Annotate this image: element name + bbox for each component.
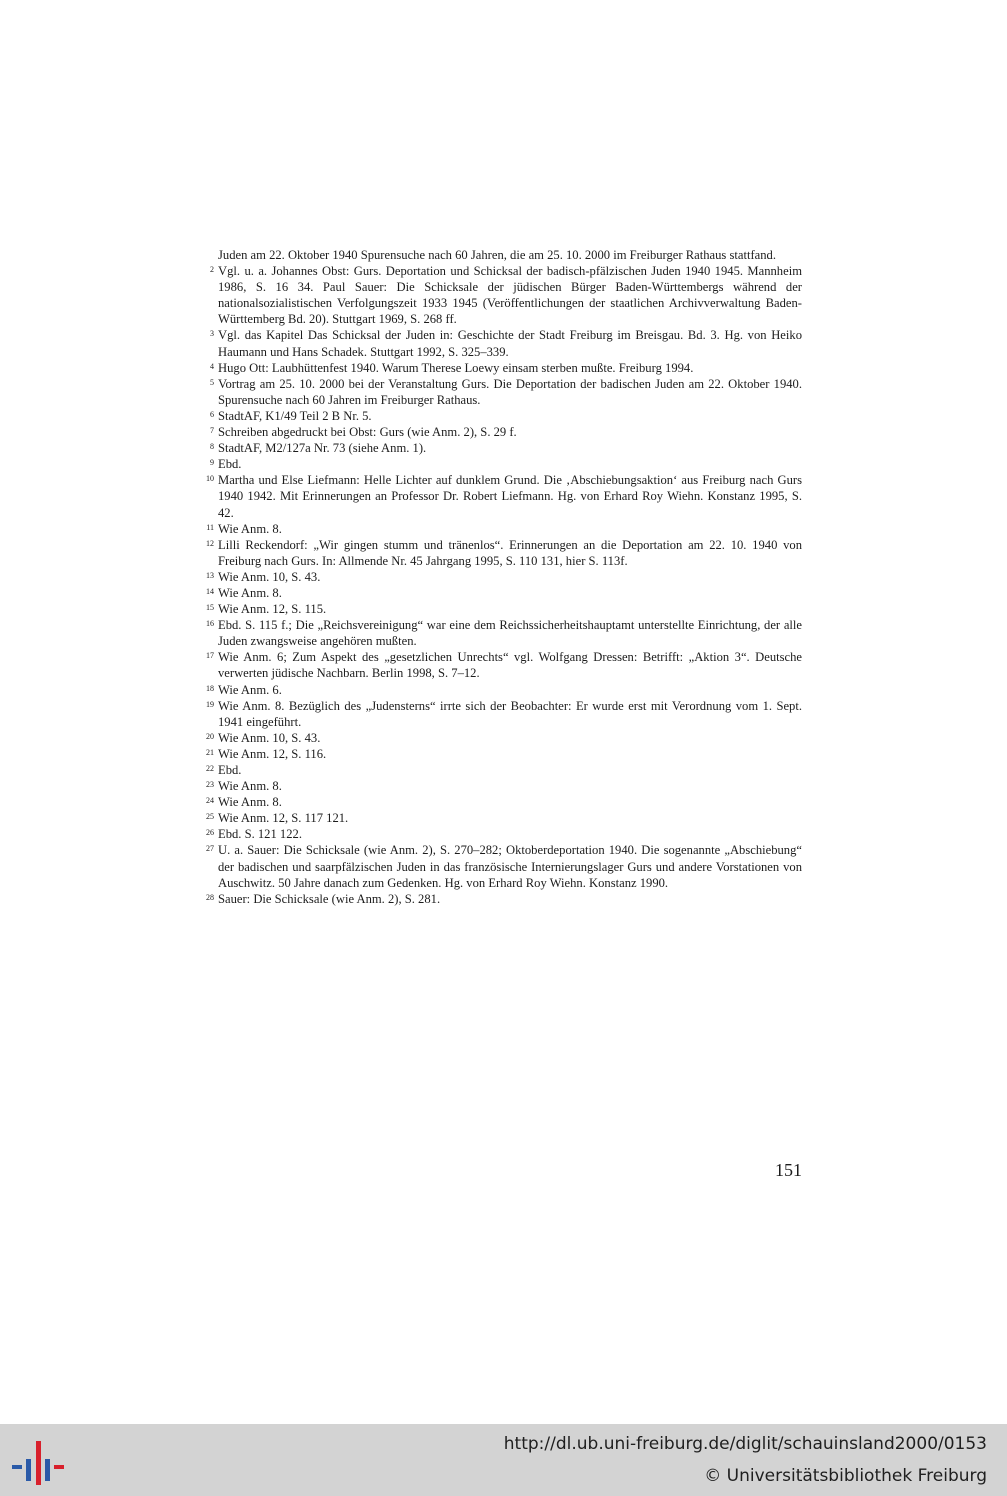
footnote-number: 24 — [206, 796, 214, 806]
footnote — [200, 778, 802, 794]
footnote-text: Wie Anm. 12, S. 115. — [218, 602, 327, 617]
footnote-text: U. a. Sauer: Die Schicksale (wie Anm. 2), S. 270–282; Oktoberdeportation 1940. Die sogenannte „Abschiebung“ der badischen und saarpfälzischen Juden in das französische Internierungslager Gurs und andere Vorstationen von Auschwitz. 50 Jahre danach zum Gedenken. Hg. von Erhard Roy Wiehn. Konstanz 1990. — [218, 843, 802, 890]
footnote — [200, 424, 802, 440]
footnote — [200, 826, 802, 842]
footnote-text: Wie Anm. 8. — [218, 779, 282, 794]
footnote-number: 21 — [206, 747, 214, 757]
footnote — [200, 263, 802, 327]
footnote — [200, 456, 802, 472]
footnotes — [200, 247, 802, 907]
footnote-text: Wie Anm. 10, S. 43. — [218, 730, 321, 745]
footnote — [200, 376, 802, 408]
footnote — [200, 569, 802, 585]
footnote-text: Wie Anm. 8. Bezüglich des „Judensterns“ irrte sich der Beobachter: Er wurde erst mit Verordnung vom 1. Sept. 1941 eingeführt. — [218, 698, 802, 729]
footnote-text: Ebd. S. 121 122. — [218, 827, 302, 842]
footnote-number: 28 — [206, 892, 214, 902]
footnote — [200, 698, 802, 730]
footnote-number: 18 — [206, 683, 214, 693]
footnote-text: Martha und Else Liefmann: Helle Lichter auf dunklem Grund. Die ‚Abschiebungsaktion‘ aus Freiburg nach Gurs 1940 1942. Mit Erinnerungen an Professor Dr. Robert Liefmann. Hg. von Erhard Roy Wiehn. Konstanz 1995, S. 42. — [218, 473, 802, 520]
footnote — [200, 247, 802, 263]
footnote-text: Schreiben abgedruckt bei Obst: Gurs (wie Anm. 2), S. 29 f. — [218, 425, 517, 440]
footnote-number: 2 — [210, 265, 214, 275]
footnote — [200, 891, 802, 907]
footnote — [200, 682, 802, 698]
footnote — [200, 810, 802, 826]
footnote-number: 27 — [206, 844, 214, 854]
footnote — [200, 327, 802, 359]
footnote-number: 15 — [206, 603, 214, 613]
footnote-number: 3 — [210, 329, 214, 339]
footnote — [200, 649, 802, 681]
footnote-number: 5 — [210, 377, 214, 387]
footnote-number: 7 — [210, 426, 214, 436]
footnote — [200, 730, 802, 746]
footnote-text: Wie Anm. 6. — [218, 682, 282, 697]
footnote-text: Hugo Ott: Laubhüttenfest 1940. Warum Therese Loewy einsam sterben mußte. Freiburg 1994. — [218, 360, 694, 375]
footnote-text: Vgl. das Kapitel Das Schicksal der Juden in: Geschichte der Stadt Freiburg im Breisgau. Bd. 3. Hg. von Heiko Haumann und Hans Schadek. Stuttgart 1992, S. 325–339. — [218, 328, 802, 359]
footnote-number: 26 — [206, 828, 214, 838]
footnote-text: Wie Anm. 8. — [218, 521, 282, 536]
footnote-text: Wie Anm. 12, S. 117 121. — [218, 811, 349, 826]
footnote-number: 10 — [206, 474, 214, 484]
footnote-text: Lilli Reckendorf: „Wir gingen stumm und tränenlos“. Erinnerungen an die Deportation am 22. 10. 1940 von Freiburg nach Gurs. In: Allmende Nr. 45 Jahrgang 1995, S. 110 131, hier S. 113f. — [218, 537, 802, 568]
footnote — [200, 617, 802, 649]
footnote-number: 16 — [206, 619, 214, 629]
footnote-text: Ebd. S. 115 f.; Die „Reichsvereinigung“ war eine dem Reichssicherheitshauptamt unterstellte Einrichtung, der alle Juden zwangsweise angehören mußten. — [218, 618, 802, 649]
viewer-footer — [0, 1424, 1007, 1496]
footnote-number: 11 — [206, 522, 214, 532]
footnote-text: Wie Anm. 8. — [218, 585, 282, 600]
footnote-number: 8 — [210, 442, 214, 452]
footnote — [200, 537, 802, 569]
footnote-text: Ebd. — [218, 763, 242, 777]
footnote-text: Wie Anm. 10, S. 43. — [218, 569, 321, 584]
footnote-number: 25 — [206, 812, 214, 822]
page-number: 151 — [775, 1160, 802, 1180]
footnote-number: 6 — [210, 409, 214, 419]
footnote-number: 17 — [206, 651, 214, 661]
footnote-text: StadtAF, M2/127a Nr. 73 (siehe Anm. 1). — [218, 441, 427, 456]
footnote-text: Vgl. u. a. Johannes Obst: Gurs. Deportation und Schicksal der badisch-pfälzischen Juden 1940 1945. Mannheim 1986, S. 16 34. Paul Sauer: Die Schicksale der jüdischen Bürger Baden-Württembergs während der nationalsozialistischen Verfolgungszeit 1933 1945 (Veröffentlichungen der staatlichen Archivverwaltung Baden-Württemberg Bd. 20). Stuttgart 1969, S. 268 ff. — [218, 264, 802, 327]
library-logo-icon — [10, 1436, 66, 1486]
footnote — [200, 408, 802, 424]
footnote — [200, 472, 802, 520]
footnote — [200, 842, 802, 890]
footnote-number: 23 — [206, 780, 214, 790]
footnote-text: Vortrag am 25. 10. 2000 bei der Veranstaltung Gurs. Die Deportation der badischen Juden am 22. Oktober 1940. Spurensuche nach 60 Jahren im Freiburger Rathaus. — [218, 376, 802, 407]
footnote — [200, 360, 802, 376]
footnote-number: 14 — [206, 586, 214, 596]
footnote-text: Wie Anm. 6; Zum Aspekt des „gesetzlichen Unrechts“ vgl. Wolfgang Dressen: Betrifft: „Aktion 3“. Deutsche verwerten jüdische Nachbarn. Berlin 1998, S. 7–12. — [218, 650, 802, 681]
copyright-notice: © Universitätsbibliothek Freiburg — [704, 1466, 987, 1486]
footnote-text: Juden am 22. Oktober 1940 Spurensuche nach 60 Jahren, die am 25. 10. 2000 im Freiburger Rathaus stattfand. — [218, 248, 776, 262]
footnote-number: 4 — [210, 361, 214, 371]
footnote — [200, 794, 802, 810]
footnote-text: Wie Anm. 8. — [218, 795, 282, 810]
footnote-text: Wie Anm. 12, S. 116. — [218, 746, 327, 761]
footnote-number: 22 — [206, 764, 214, 773]
permalink-url[interactable]: http://dl.ub.uni-freiburg.de/diglit/schauinsland2000/0153 — [503, 1434, 987, 1454]
footnote — [200, 521, 802, 537]
footnote — [200, 440, 802, 456]
footnote — [200, 585, 802, 601]
footnote — [200, 746, 802, 762]
footnote — [200, 601, 802, 617]
footnote-text: Sauer: Die Schicksale (wie Anm. 2), S. 281. — [218, 891, 441, 906]
footnote-text: Ebd. — [218, 457, 242, 472]
footnote-text: StadtAF, K1/49 Teil 2 B Nr. 5. — [218, 408, 372, 423]
footnote — [200, 762, 802, 778]
footnote-number: 19 — [206, 699, 214, 709]
footnote-number: 20 — [206, 731, 214, 741]
footnote-number: 12 — [206, 538, 214, 548]
footnote-number: 13 — [206, 570, 214, 580]
footnote-number: 9 — [210, 458, 214, 468]
